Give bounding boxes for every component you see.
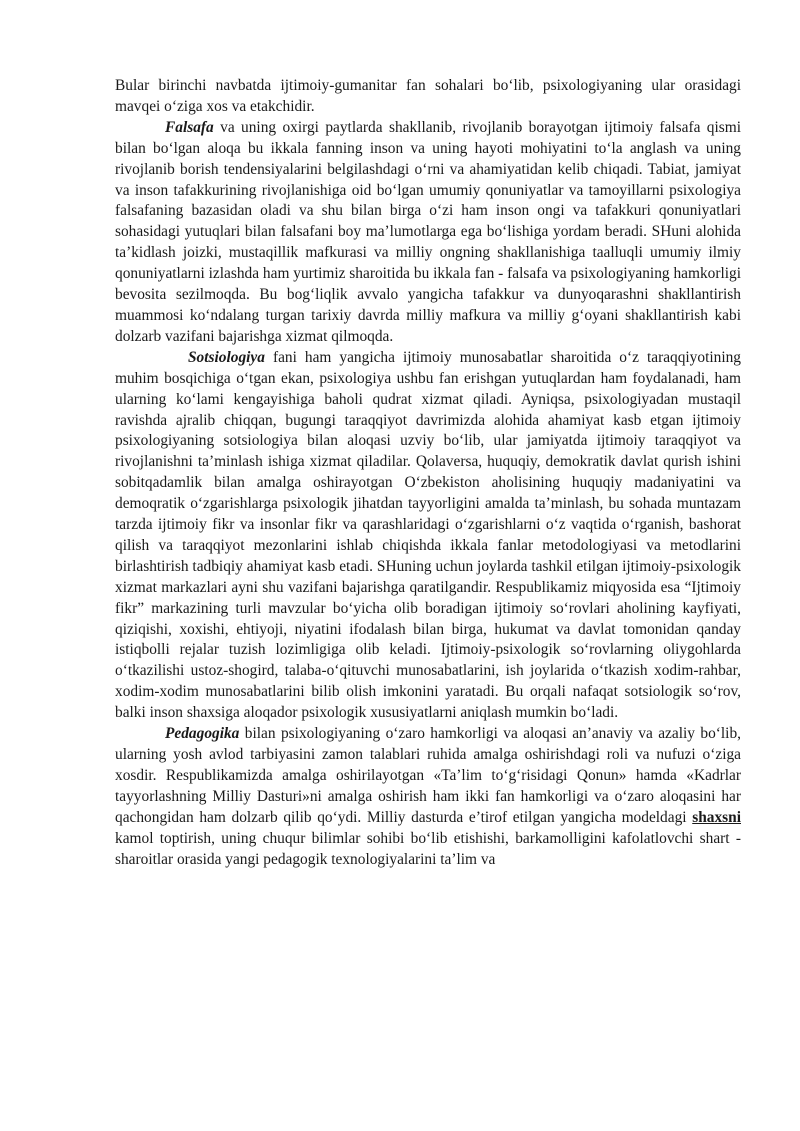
paragraph-sotsiologiya bbox=[115, 348, 741, 724]
link-shaxsni[interactable]: shaxsni bbox=[692, 808, 741, 826]
term-falsafa: Falsafa bbox=[165, 118, 214, 136]
term-sotsiologiya: Sotsiologiya bbox=[188, 348, 265, 366]
paragraph-pedagogika-text-a: bilan psixologiyaning o‘zaro hamkorligi va aloqasi an’anaviy va azaliy bo‘lib, ularning yosh avlod tarbiyasini zamon talablari ruhida amalga oshirishdagi roli va nufuzi o‘ziga xosdir. Respublikamizda amalga oshirilayotgan «Ta’lim to‘g‘risidagi Qonun» hamda «Kadrlar tayyorlashning Milliy Dasturi»ni amalga oshirish ham ikki fan hamkorligi va o‘zaro aloqasini har qachongidan ham dolzarb qilib qo‘ydi. Milliy dasturda e’tirof etilgan yangicha modeldagi bbox=[115, 725, 741, 826]
paragraph-pedagogika-text-b: kamol toptirish, uning chuqur bilimlar sohibi bo‘lib etishishi, barkamolligini kafolatlovchi shart - sharoitlar orasida yangi pedagogik texnologiyalarini ta’lim va bbox=[115, 829, 741, 868]
paragraph-intro: Bular birinchi navbatda ijtimoiy-gumanitar fan sohalari bo‘lib, psixologiyaning ular orasidagi mavqei o‘ziga xos va etakchidir. bbox=[115, 77, 741, 115]
term-pedagogika: Pedagogika bbox=[165, 725, 240, 743]
paragraph-pedagogika bbox=[115, 724, 741, 870]
paragraph-falsafa-text: va uning oxirgi paytlarda shakllanib, rivojlanib borayotgan ijtimoiy falsafa qismi bilan bo‘lgan aloqa bu ikkala fanning inson va uning hayoti mohiyatini to‘la anglash va uning rivojlanib borish tendensiyalarini belgilashdagi o‘rni va ahamiyatidan kelib chiqadi. Tabiat, jamiyat va inson tafakkurining rivojlanishiga oid bo‘lgan umumiy qonuniyatlar va tamoyillarni psixologiya falsafaning bazasidan oladi va shu bilan birga o‘zi ham inson ongi va tafakkuri qonuniyatlari sohasidagi yutuqlari bilan falsafani boy ma’lumotlarga ega bo‘lishiga yordam beradi. SHuni alohida ta’kidlash joizki, mustaqillik mafkurasi va milliy ongning shakllanishiga taalluqli umumiy ilmiy qonuniyatlarni izlashda ham yurtimiz sharoitida bu ikkala fan - falsafa va psixologiyaning hamkorligi bevosita sezilmoqda. Bu bog‘liqlik avvalo yangicha tafakkur va dunyoqarashni shakllantirish muammosi ko‘ndalang turgan tarixiy davrda milliy mafkura va milliy g‘oyani shakllantirish kabi dolzarb vazifani bajarishga xizmat qilmoqda. bbox=[115, 118, 741, 345]
document-body bbox=[115, 76, 741, 870]
paragraph-sotsiologiya-text: fani ham yangicha ijtimoiy munosabatlar sharoitida o‘z taraqqiyotining muhim bosqichiga o‘tgan ekan, psixologiya ushbu fan erishgan yutuqlardan ham foydalanadi, ham ularning ko‘lami kengayishiga baholi qudrat xizmat qiladi. Ayniqsa, psixologiyadan mustaqil ravishda ajralib chiqqan, bugungi taraqqiyot davrimizda alohida ahamiyat kasb etgan ijtimoiy psixologiyaning sotsiologiya bilan aloqasi uzviy bo‘lib, ular jamiyatda ijtimoiy taraqqiyot va rivojlanishni ta’minlash ishiga xizmat qiladilar. Qolaversa, huquqiy, demokratik davlat qurish ishini sobitqadamlik bilan amalga oshirayotgan O‘zbekiston aholisining huquqiy madaniyatini va demoqratik o‘zgarishlarga psixologik jihatdan tayyorligini amalda ta’minlash, bu sohada muntazam tarzda ijtimoiy fikr va insonlar fikr va qarashlaridagi o‘zgarishlarni o‘z vaqtida o‘rganish, bashorat qilish va taraqqiyot mezonlarini ishlab chiqishda ikkala fanlar metodologiyasi va metodlarini birlashtirish tadbiqiy ahamiyat kasb etadi. SHuning uchun joylarda tashkil etilgan ijtimoiy-psixologik xizmat markazlari ayni shu vazifani bajarishga qaratilgandir. Respublikamiz miqyosida esa “Ijtimoiy fikr” markazining turli mavzular bo‘yicha olib boradigan ijtimoiy so‘rovlari aholining kayfiyati, qiziqishi, xoxishi, ehtiyoji, niyatini ifodalash bilan birga, hukumat va davlat tomonidan qanday istiqbolli rejalar tuzish lozimligiga olib keladi. Ijtimoiy-psixologik so‘rovlarning oliygohlarda o‘tkazilishi ustoz-shogird, talaba-o‘qituvchi munosabatlarini, ish joylarida o‘tkazish xodim-rahbar, xodim-xodim munosabatlarini bilib olish imkonini yaratadi. Bu orqali nafaqat sotsiologik so‘rov, balki inson shaxsiga aloqador psixologik xususiyatlarni aniqlash mumkin bo‘ladi. bbox=[115, 348, 741, 722]
paragraph-falsafa bbox=[115, 118, 741, 348]
